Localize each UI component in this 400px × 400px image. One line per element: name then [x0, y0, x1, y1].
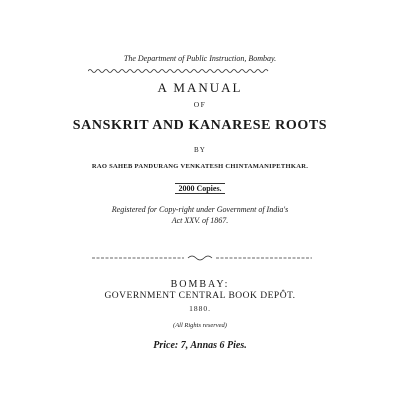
author-name: RAO SAHEB PANDURANG VENKATESH CHINTAMANIPETHKAR.: [91, 163, 309, 170]
imprint-year: 1880.: [189, 304, 211, 313]
registration-line-1: Registered for Copy-right under Government of India's: [111, 205, 289, 214]
registration-line-2: Act XXV. of 1867.: [171, 216, 229, 225]
imprint-city: BOMBAY:: [170, 279, 230, 290]
department-line: The Department of Public Instruction, Bombay.: [123, 54, 277, 63]
copies-box: [0, 184, 400, 193]
title-line-of: OF: [193, 100, 207, 109]
price-line: Price: 7, Annas 6 Pies.: [153, 340, 247, 351]
imprint-press: GOVERNMENT CENTRAL BOOK DEPÔT.: [104, 291, 296, 301]
title-line-manual: A MANUAL: [157, 80, 243, 95]
copies-label: 2000 Copies.: [175, 183, 224, 194]
department-underline: [88, 68, 270, 74]
title-line-by: BY: [193, 146, 207, 154]
rights-notice: (All Rights reserved): [173, 322, 227, 329]
ornamental-divider: [92, 254, 312, 262]
main-title: SANSKRIT AND KANARESE ROOTS: [72, 118, 328, 133]
